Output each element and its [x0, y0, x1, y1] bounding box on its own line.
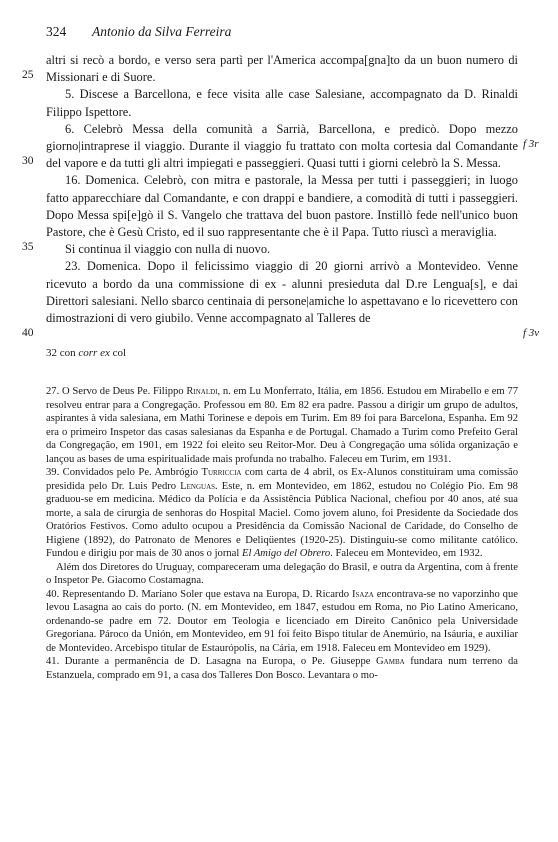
footnote-paragraph: Além dos Diretores do Uruguay, compareceram uma delegação do Brasil, e outra da Argentina, com à frente o Inspetor Pe. Giacomo Costamagna. — [46, 561, 518, 586]
line-number: 30 — [22, 155, 34, 167]
person-name: Isaza — [352, 588, 374, 600]
journal-title: El Amigo del Obrero — [241, 548, 331, 559]
text-paragraph: 23. Domenica. Dopo il felicissimo viaggio di 20 giorni arrivò a Montevideo. Venne ricevuto a bordo da una commissione di ex - alunni presieduta dal D.re Lengua[s], e dai Direttori salesiani. Nello sbarco centinaia di persone|amiche lo aspettavano e lo ricevettero con dimostrazioni di vero giubilo. Venne accompagnato al Talleres de — [46, 259, 518, 326]
line-number: 25 — [22, 69, 34, 81]
footnote: 40. Representando D. Mariano Soler que estava na Europa, D. Ricardo Isaza encontrava-se no vaporzinho que levou Lasagna ao cais do porto. (N. em Montevideo, em 1847, estudou em Roma, no Pio Latino Americano, ordenando-se padre em 72. Doutor em Teologia e licenciado em Direito Canônico pela Universidade Gregoriana. Pároco da Unión, em Montevideo, em 91 foi feito Bispo titular de Anemúrio, na Isáuria, e auxiliar de Montevideo. Arcebispo titular de Estaurópolis, na Cária, em 1918. Faleceu em Montevideo em 1929). — [46, 588, 518, 654]
footnotes — [46, 385, 518, 682]
main-text — [46, 52, 518, 327]
person-name: Lenguas — [180, 480, 216, 492]
page-number: 324 — [46, 24, 67, 39]
apparatus-abbrev: corr ex — [78, 347, 110, 359]
person-name: Turriccia — [201, 467, 242, 478]
text-paragraph: 5. Discese a Barcellona, e fece visita alle case Salesiane, accompagnato da D. Rinaldi Filippo Ispettore. — [46, 87, 518, 119]
footnote: 39. Convidados pelo Pe. Ambrógio Turriccia com carta de 4 abril, os Ex-Alunos constituiram uma comissão presidida pelo Dr. Luis Pedro Lenguas. Este, n. em Montevideo, em 1862, estudou no Colégio Pio. Em 98 graduou-se em medicina. Médico da Polícia e da Assistência Pública Nacional, chefiou por 40 anos, até sua morte, a sala de cirurgia de senhoras do Hospital Maciel. Como jovem aluno, foi Presidente da Sociedade dos Oratórios Festivos. Como adulto ocupou a Presidência da Comissão Nacional de Caridade, do Conselho de Higiene (1892), do Patronato de Menores e Deliqüentes (1920-25). Distinguiu-se como militante católico. Fundou e dirigiu por mais de 30 anos o jornal El Amigo del Obrero. Faleceu em Montevideo, em 1932. — [46, 467, 518, 559]
person-name: Rinaldi — [186, 386, 218, 397]
text-paragraph: 16. Domenica. Celebrò, con mitra e pastorale, la Messa per tutti i passeggieri; in luogo fatto apparecchiare dal Comandante, e con drappi e bandiere, a comodità di tutti i passeggieri. Dopo Messa spi[e]gò il S. Vangelo che trattava del buon pastore. Instillò fede nell'unico buon Pastore, che è Gesù Cristo, ed il suo rappresentante che è il Papa. Tutto riuscì a meraviglia. — [46, 173, 518, 240]
footnote: 27. O Servo de Deus Pe. Filippo Rinaldi, n. em Lu Monferrato, Itália, em 1856. Estudou em Mirabello e em 77 resolveu entrar para a Congregação. Professou em 80. Em 82 era padre. Passou a dirigir um grupo de adultos, aspirantes à vida salesiana, em Mathi Torinese e depois em Turim. Em 89 foi para Barcelona, Espanha. Em 92 era o primeiro Inspetor das casas salesianas da Espanha e de Portugal. Chamado a Turim como Prefeito Geral da Congregação, em 1901, em 1922 foi eleito seu Reitor-Mor. Deu à Congregação uma sólida organização e lançou as bases de uma espiritualidade mais profunda no trabalho. Faleceu em Turim, em 1931. — [46, 386, 518, 465]
running-header — [46, 24, 516, 44]
text-paragraph: 6. Celebrò Messa della comunità a Sarrià, Barcellona, e predicò. Dopo mezzo giorno|intraprese il viaggio. Durante il viaggio fu trattato con molta cortesia dal Comandante del vapore e da tutti gli altri impiegati e passeggieri. Quasi tutti i giorni celebrò la S. Messa. — [46, 121, 518, 171]
running-author: Antonio da Silva Ferreira — [92, 24, 232, 39]
folio-marker: f 3r — [523, 138, 539, 150]
person-name: Gamba — [376, 656, 405, 667]
critical-apparatus — [46, 347, 126, 359]
text-paragraph: altri si recò a bordo, e verso sera partì per l'America accompa[gna]to da un buon numero di Missionari e di Suore. — [46, 53, 518, 85]
footnote: 41. Durante a permanência de D. Lasagna na Europa, o Pe. Giuseppe Gamba fundara num terreno da Estanzuela, comprado em 91, a casa dos Talleres Don Bosco. Levantara o mo- — [46, 656, 518, 681]
apparatus-line: 32 — [46, 347, 57, 359]
apparatus-reading: col — [112, 347, 127, 359]
folio-marker: f 3v — [523, 327, 540, 339]
apparatus-word: con — [59, 347, 76, 359]
line-number: 40 — [22, 327, 34, 339]
text-paragraph: Si continua il viaggio con nulla di nuovo. — [65, 242, 271, 257]
line-number: 35 — [22, 241, 34, 253]
